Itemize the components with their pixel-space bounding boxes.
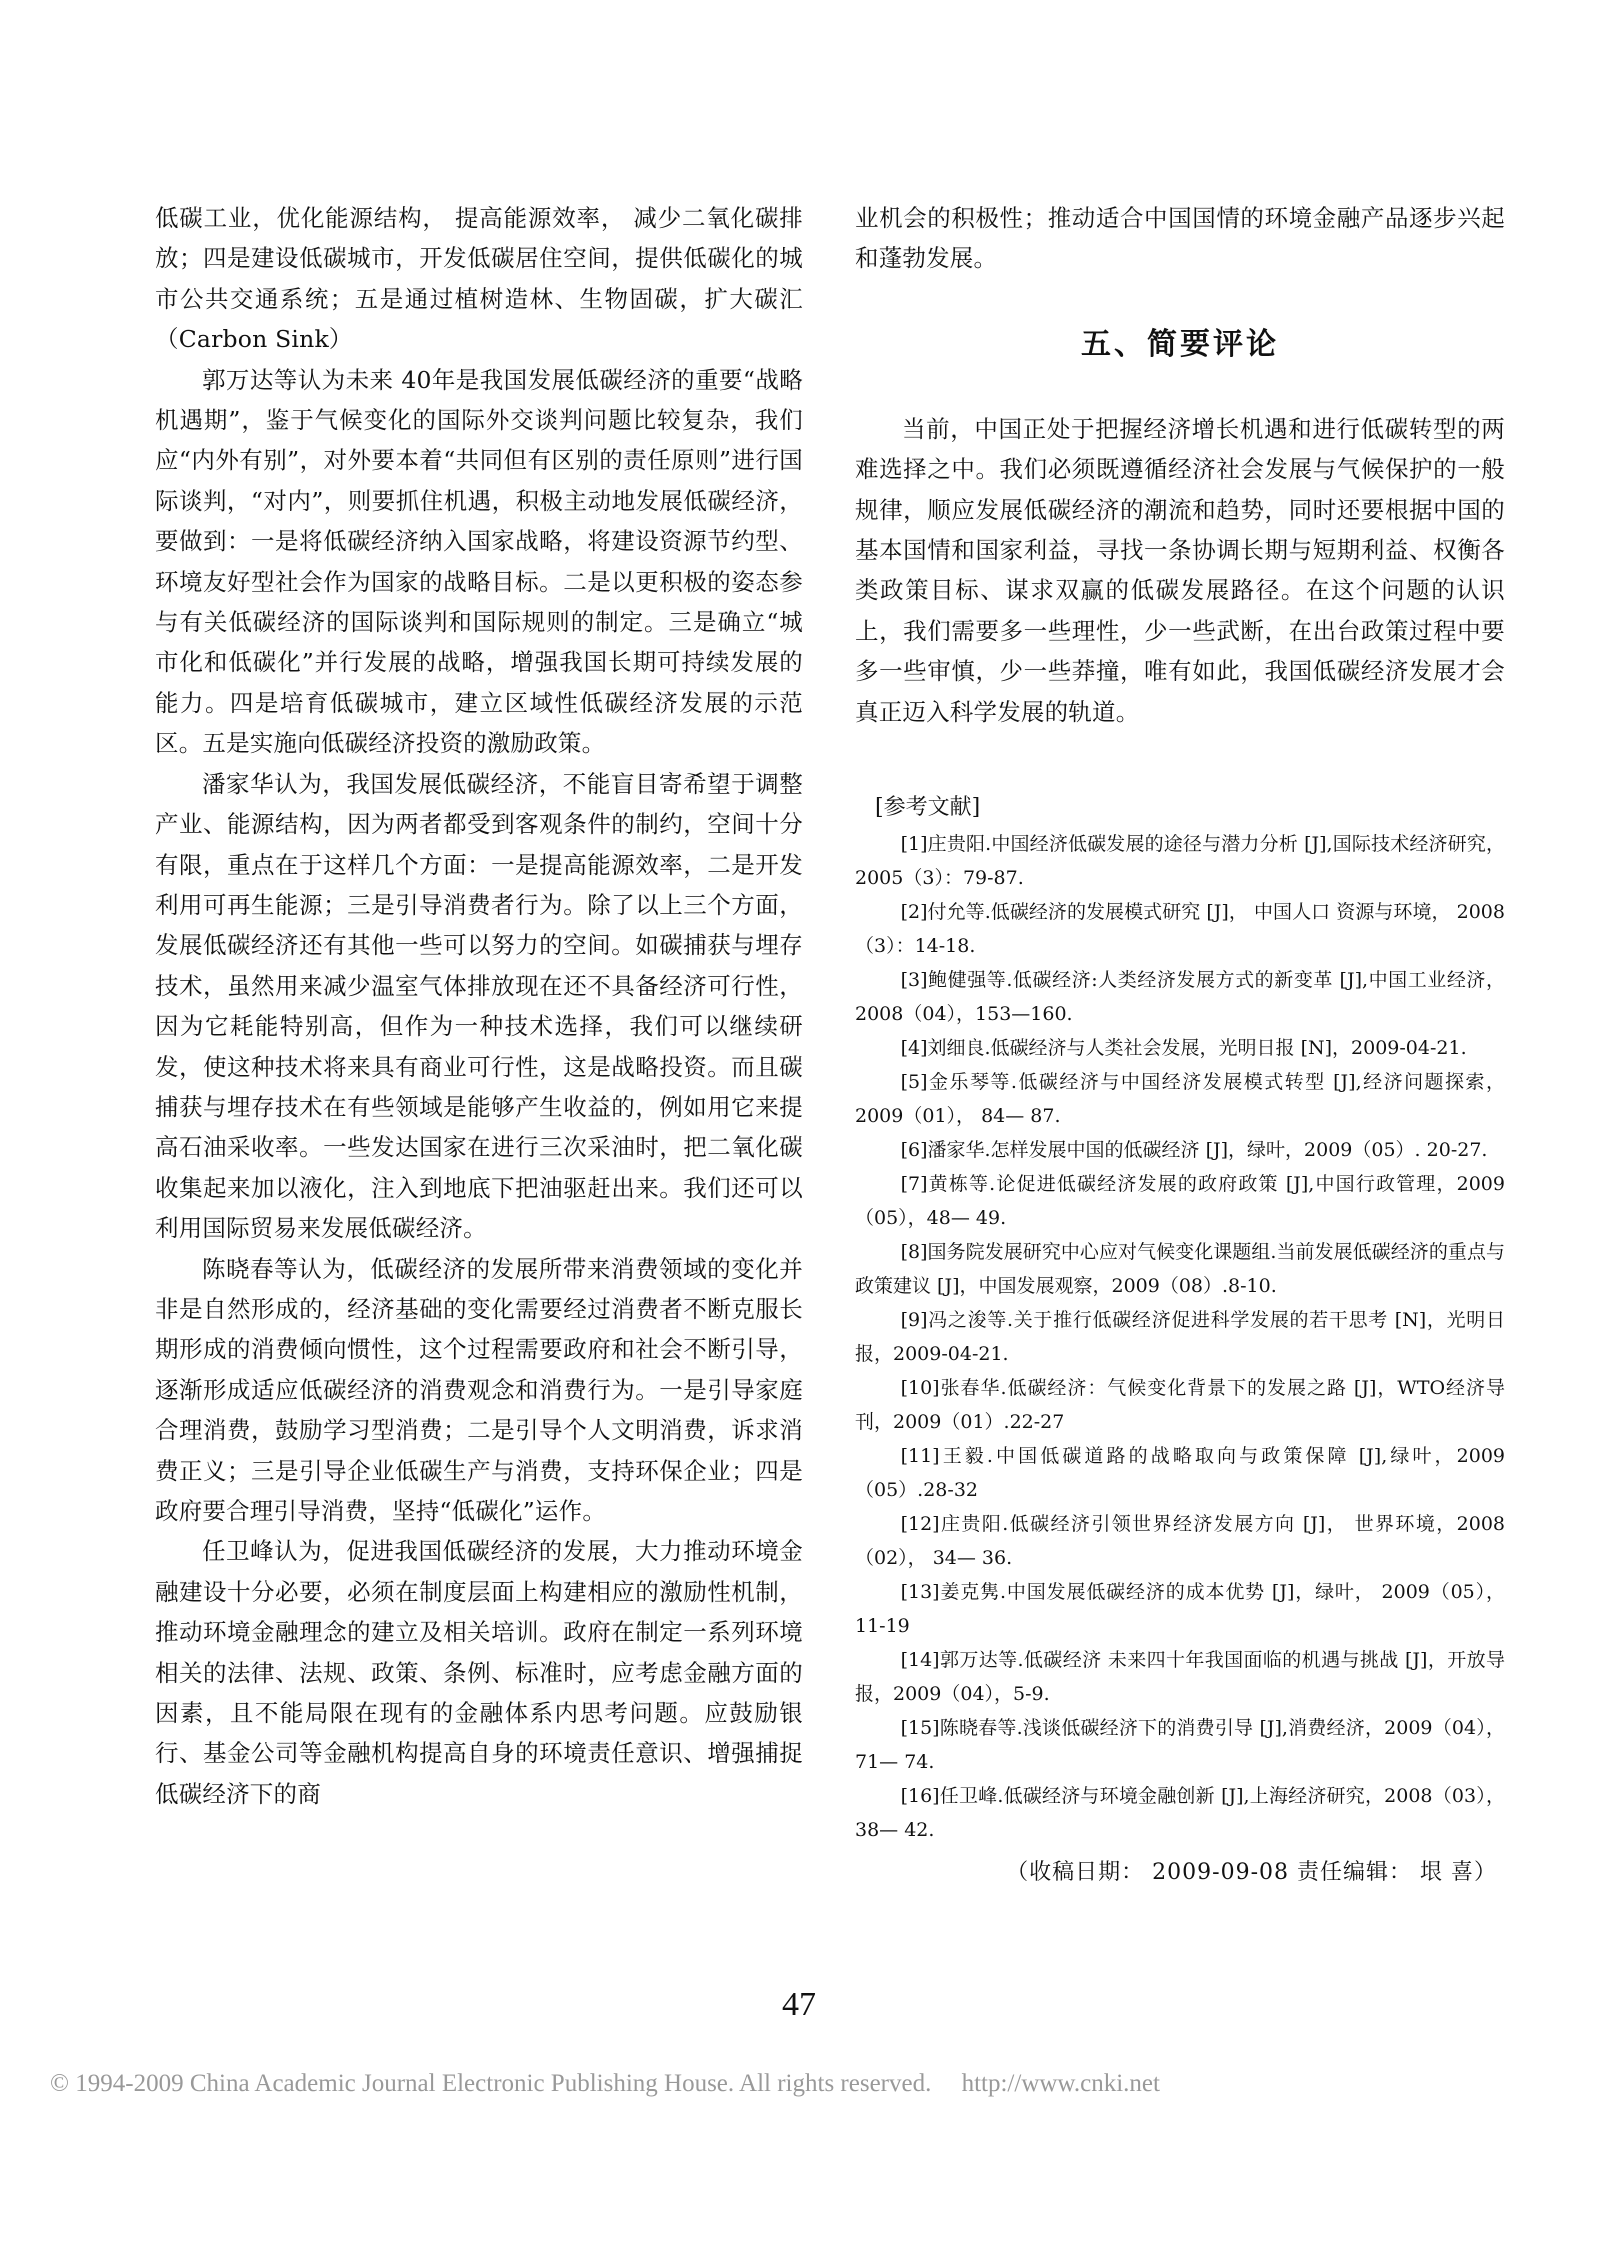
- section-heading: 五、简要评论: [1081, 326, 1279, 362]
- reference-item: [9]冯之浚等.关于推行低碳经济促进科学发展的若干思考 [N]，光明日报，2009-04-21.: [855, 1309, 1505, 1366]
- summary-paragraph: 当前，中国正处于把握经济增长机遇和进行低碳转型的两难选择之中。我们必须既遵循经济社会发展与气候保护的一般规律，顺应发展低碳经济的潮流和趋势，同时还要根据中国的基本国情和国家利益，寻找一条协调长期与短期利益、权衡各类政策目标、谋求双赢的低碳发展路径。在这个问题的认识上，我们需要多一些理性，少一些武断，在出台政策过程中要多一些审慎，少一些莽撞，唯有如此，我国低碳经济发展才会真正迈入科学发展的轨道。: [855, 414, 1505, 726]
- reference-item: [6]潘家华.怎样发展中国的低碳经济 [J]，绿叶，2009（05）. 20-27.: [900, 1139, 1488, 1162]
- reference-item: [13]姜克隽.中国发展低碳经济的成本优势 [J]，绿叶， 2009（05），11-19: [855, 1581, 1505, 1638]
- received-date-line: （收稿日期： 2009-09-08 责任编辑： 垠 喜）: [1006, 1860, 1497, 1886]
- footer: [50, 2070, 1550, 2098]
- left-column: [155, 198, 803, 1814]
- reference-item: [12]庄贵阳.低碳经济引领世界经济发展方向 [J]， 世界环境，2008（02）， 34— 36.: [855, 1513, 1505, 1570]
- body-paragraph: 任卫峰认为，促进我国低碳经济的发展，大力推动环境金融建设十分必要，必须在制度层面上构建相应的激励性机制，推动环境金融理念的建立及相关培训。政府在制定一系列环境相关的法律、法规、政策、条例、标准时，应考虑金融方面的因素，且不能局限在现有的金融体系内思考问题。应鼓励银行、基金公司等金融机构提高自身的环境责任意识、增强捕捉低碳经济下的商: [155, 1537, 803, 1808]
- continuation-paragraph: 业机会的积极性；推动适合中国国情的环境金融产品逐步兴起和蓬勃发展。: [855, 204, 1505, 273]
- reference-item: [16]任卫峰.低碳经济与环境金融创新 [J],上海经济研究，2008（03），38— 42.: [855, 1785, 1505, 1842]
- reference-item: [3]鲍健强等.低碳经济:人类经济发展方式的新变革 [J],中国工业经济，2008（04），153—160.: [855, 969, 1505, 1026]
- reference-item: [2]付允等.低碳经济的发展模式研究 [J]， 中国人口 资源与环境， 2008 （3）：14-18.: [855, 901, 1505, 958]
- copyright-notice: © 1994-2009 China Academic Journal Electronic Publishing House. All rights reserved.: [50, 2070, 932, 2097]
- reference-item: [11]王毅.中国低碳道路的战略取向与政策保障 [J],绿叶，2009（05）.28-32: [855, 1445, 1505, 1502]
- body-paragraph: 郭万达等认为未来 40年是我国发展低碳经济的重要“战略机遇期”，鉴于气候变化的国际外交谈判问题比较复杂，我们应“内外有别”，对外要本着“共同但有区别的责任原则”进行国际谈判，“对内”，则要抓住机遇，积极主动地发展低碳经济，要做到：一是将低碳经济纳入国家战略，将建设资源节约型、环境友好型社会作为国家的战略目标。二是以更积极的姿态参与有关低碳经济的国际谈判和国际规则的制定。三是确立“城市化和低碳化”并行发展的战略，增强我国长期可持续发展的能力。四是培育低碳城市，建立区域性低碳经济发展的示范区。五是实施向低碳经济投资的激励政策。: [155, 365, 803, 758]
- reference-item: [15]陈晓春等.浅谈低碳经济下的消费引导 [J],消费经济，2009（04），71— 74.: [855, 1717, 1505, 1774]
- reference-item: [8]国务院发展研究中心应对气候变化课题组.当前发展低碳经济的重点与政策建议 [J]，中国发展观察，2009（08）.8-10.: [855, 1241, 1505, 1298]
- references-title: [参考文献]: [875, 795, 981, 821]
- reference-item: [5]金乐琴等.低碳经济与中国经济发展模式转型 [J],经济问题探索，2009（01）， 84— 87.: [855, 1071, 1505, 1128]
- body-paragraph: 陈晓春等认为，低碳经济的发展所带来消费领域的变化并非是自然形成的，经济基础的变化需要经过消费者不断克服长期形成的消费倾向惯性，这个过程需要政府和社会不断引导，逐渐形成适应低碳经济的消费观念和消费行为。一是引导家庭合理消费，鼓励学习型消费；二是引导个人文明消费，诉求消费正义；三是引导企业低碳生产与消费，支持环保企业；四是政府要合理引导消费，坚持“低碳化”运作。: [155, 1254, 803, 1525]
- reference-item: [14]郭万达等.低碳经济 未来四十年我国面临的机遇与挑战 [J]，开放导报，2009（04），5-9.: [855, 1649, 1505, 1706]
- right-column: [855, 198, 1505, 1886]
- footer-url-link[interactable]: http://www.cnki.net: [961, 2070, 1160, 2097]
- reference-item: [10]张春华.低碳经济：气候变化背景下的发展之路 [J]，WTO经济导刊，2009（01）.22-27: [855, 1377, 1505, 1434]
- body-paragraph: 潘家华认为，我国发展低碳经济，不能盲目寄希望于调整产业、能源结构，因为两者都受到客观条件的制约，空间十分有限，重点在于这样几个方面：一是提高能源效率，二是开发利用可再生能源；三是引导消费者行为。除了以上三个方面，发展低碳经济还有其他一些可以努力的空间。如碳捕获与埋存技术，虽然用来减少温室气体排放现在还不具备经济可行性，因为它耗能特别高，但作为一种技术选择，我们可以继续研发，使这种技术将来具有商业可行性，这是战略投资。而且碳捕获与埋存技术在有些领域是能够产生收益的，例如用它来提高石油采收率。一些发达国家在进行三次采油时，把二氧化碳收集起来加以液化，注入到地底下把油驱赶出来。我们还可以利用国际贸易来发展低碳经济。: [155, 769, 803, 1243]
- body-paragraph: 低碳工业，优化能源结构， 提高能源效率， 减少二氧化碳排放；四是建设低碳城市，开发低碳居住空间，提供低碳化的城市公共交通系统；五是通过植树造林、生物固碳，扩大碳汇（Carbon Sink）: [155, 204, 803, 354]
- references-list: [855, 827, 1505, 1847]
- reference-item: [7]黄栋等.论促进低碳经济发展的政府政策 [J],中国行政管理，2009（05），48— 49.: [855, 1173, 1505, 1230]
- page-number: 47: [782, 1986, 816, 2023]
- reference-item: [4]刘细良.低碳经济与人类社会发展，光明日报 [N]，2009-04-21.: [900, 1037, 1467, 1060]
- reference-item: [1]庄贵阳.中国经济低碳发展的途径与潜力分析 [J],国际技术经济研究，2005（3）：79-87.: [855, 833, 1505, 890]
